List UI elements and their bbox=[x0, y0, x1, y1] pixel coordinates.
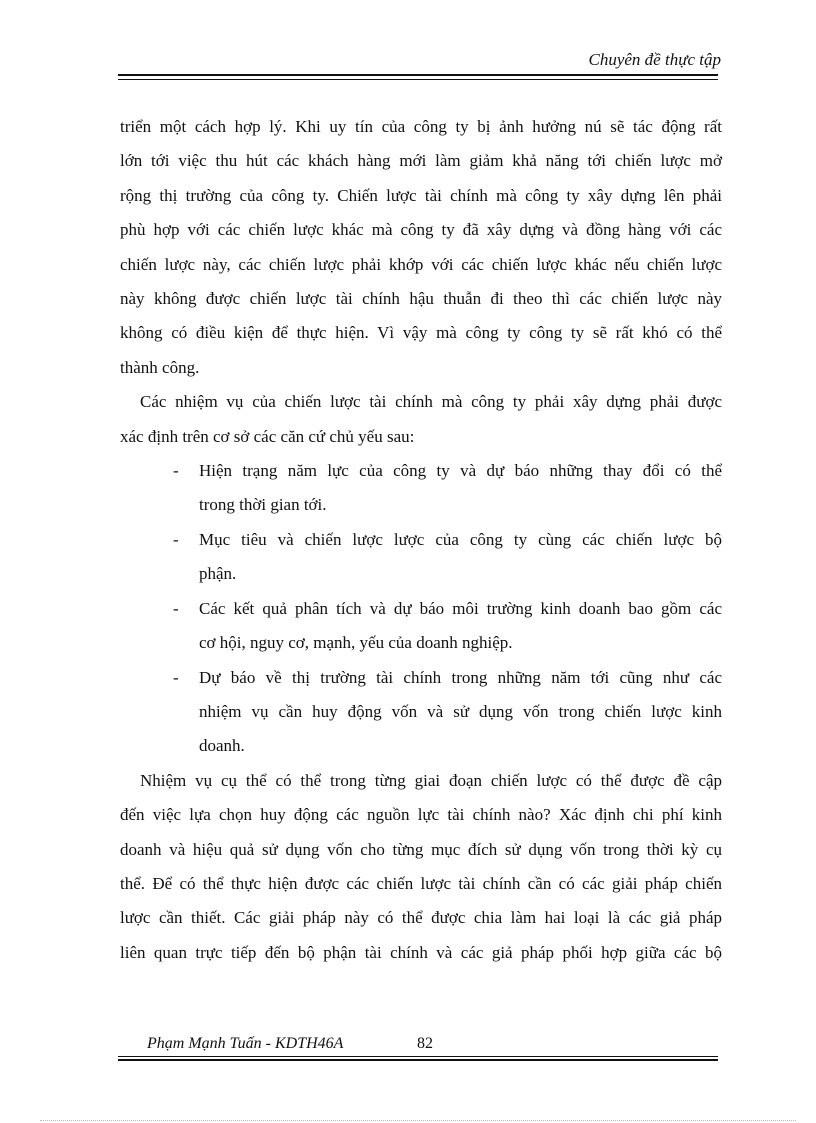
text-line: lớn tới việc thu hút các khách hàng mới làm giảm khả năng tới chiến lược mở bbox=[120, 151, 722, 171]
text-line: liên quan trực tiếp đến bộ phận tài chính và các giả pháp phối hợp giữa các bộ bbox=[120, 942, 722, 962]
text-line: cơ hội, nguy cơ, mạnh, yếu của doanh nghiệp. bbox=[199, 633, 513, 653]
bullet-list bbox=[140, 454, 722, 764]
text-line: doanh. bbox=[199, 736, 245, 756]
bullet-dash: - bbox=[173, 598, 179, 618]
page-number: 82 bbox=[417, 1035, 433, 1052]
bullet-dash: - bbox=[173, 667, 179, 687]
footer-author: Phạm Mạnh Tuấn - KDTH46A bbox=[147, 1035, 344, 1052]
paragraph-2 bbox=[120, 385, 722, 454]
text-line: trong thời gian tới. bbox=[199, 495, 327, 515]
bullet-item bbox=[140, 454, 722, 523]
bullet-item bbox=[140, 661, 722, 764]
text-line: phù hợp với các chiến lược khác mà công ty đã xây dựng và đồng hàng với các bbox=[120, 220, 722, 240]
footer-rule-thin bbox=[118, 1056, 718, 1057]
text-line: Các nhiệm vụ của chiến lược tài chính mà công ty phải xây dựng phải được bbox=[140, 392, 722, 412]
header-rule-thick bbox=[118, 74, 718, 76]
paragraph-1 bbox=[120, 110, 722, 385]
footer-rule-thick bbox=[118, 1059, 718, 1061]
text-line: phận. bbox=[199, 564, 237, 584]
text-line: thành công. bbox=[120, 357, 200, 377]
paragraph-3 bbox=[120, 764, 722, 970]
text-line: Nhiệm vụ cụ thể có thể trong từng giai đoạn chiến lược có thể được đề cập bbox=[140, 770, 722, 790]
header-title: Chuyên đề thực tập bbox=[588, 50, 721, 69]
bullet-item bbox=[140, 592, 722, 661]
text-line: thể. Để có thể thực hiện được các chiến lược tài chính cần có các giải pháp chiến bbox=[120, 873, 722, 893]
text-line: Dự báo về thị trường tài chính trong những năm tới cũng như các bbox=[199, 667, 722, 687]
bullet-dash: - bbox=[173, 529, 179, 549]
text-line: nhiệm vụ cần huy động vốn và sử dụng vốn trong chiến lược kinh bbox=[199, 701, 722, 721]
bullet-dash: - bbox=[173, 461, 179, 481]
text-line: doanh và hiệu quả sử dụng vốn cho từng mục đích sử dụng vốn trong thời kỳ cụ bbox=[120, 839, 722, 859]
body-text bbox=[120, 110, 722, 970]
text-line: triển một cách hợp lý. Khi uy tín của công ty bị ảnh hưởng nú sẽ tác động rất bbox=[120, 117, 722, 136]
text-line: Mục tiêu và chiến lược lược của công ty cùng các chiến lược bộ bbox=[199, 529, 722, 549]
bullet-item bbox=[140, 523, 722, 592]
text-line: rộng thị trường của công ty. Chiến lược tài chính mà công ty xây dựng lên phải bbox=[120, 185, 722, 205]
text-line: không có điều kiện để thực hiện. Vì vậy mà công ty công ty sẽ rất khó có thể bbox=[120, 323, 722, 343]
text-line: lược cần thiết. Các giải pháp này có thể được chia làm hai loại là các giả pháp bbox=[120, 908, 722, 928]
text-line: chiến lược này, các chiến lược phải khớp với các chiến lược khác nếu chiến lược bbox=[120, 254, 722, 274]
text-line: Hiện trạng năm lực của công ty và dự báo những thay đổi có thể bbox=[199, 461, 722, 481]
text-line: này không được chiến lược tài chính hậu thuẫn đi theo thì các chiến lược này bbox=[120, 289, 722, 309]
text-line: Các kết quả phân tích và dự báo môi trường kinh doanh bao gồm các bbox=[199, 598, 722, 618]
header-rule-thin bbox=[118, 79, 718, 80]
page-edge bbox=[40, 1120, 796, 1121]
text-line: xác định trên cơ sở các căn cứ chủ yếu sau: bbox=[120, 426, 415, 446]
text-line: đến việc lựa chọn huy động các nguồn lực tài chính nào? Xác định chi phí kinh bbox=[120, 805, 722, 825]
